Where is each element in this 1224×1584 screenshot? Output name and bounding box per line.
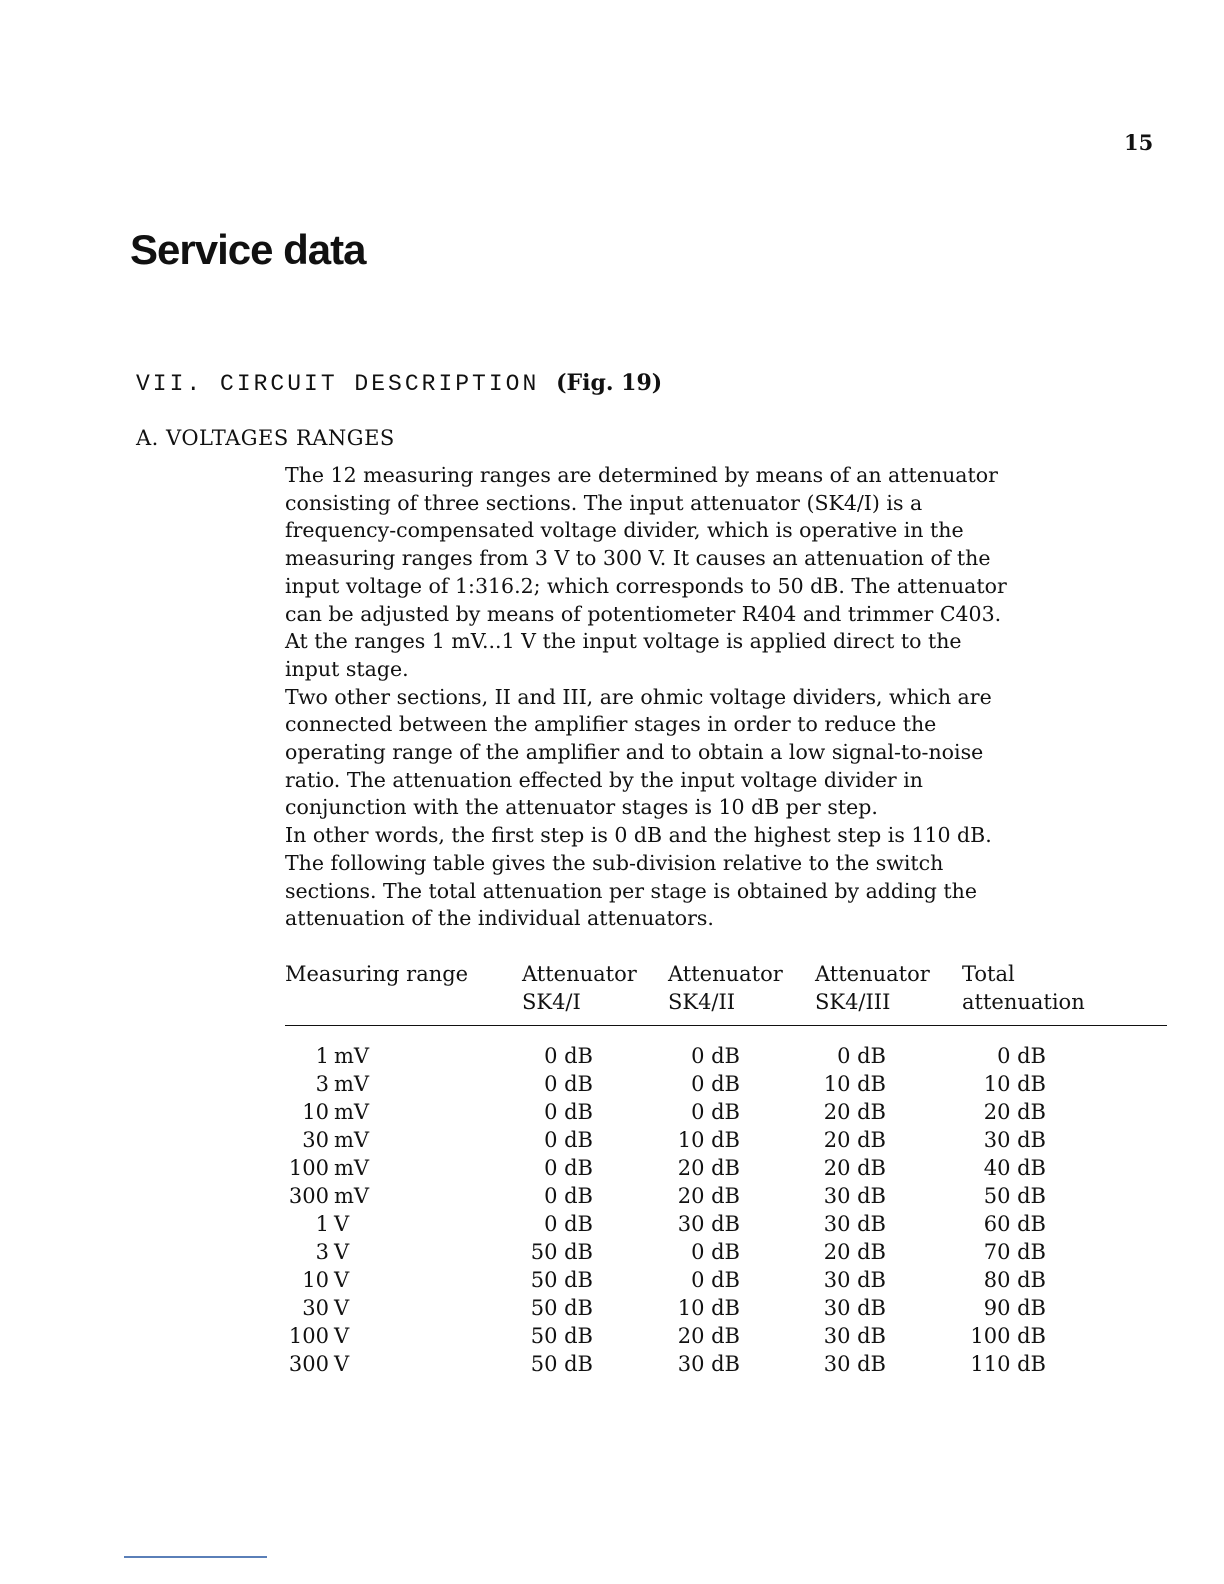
range-value: 1 (315, 1212, 329, 1236)
body-line: consisting of three sections. The input attenuator (SK4/I) is a (285, 490, 923, 515)
header-attenuator-2 (668, 960, 783, 1016)
figure-reference: (Fig. 19) (556, 370, 663, 396)
total-attenuation-value: 40 dB (983, 1156, 1046, 1180)
attenuator-3-value: 30 dB (823, 1212, 886, 1236)
body-line: sections. The total attenuation per stage is obtained by adding the (285, 878, 978, 903)
header-total-label: Total (962, 962, 1015, 986)
body-line: input voltage of 1:316.2; which corresponds to 50 dB. The attenuator (285, 573, 1007, 598)
range-unit: mV (334, 1156, 370, 1180)
table-row (0, 1322, 1224, 1350)
body-line: operating range of the amplifier and to obtain a low signal-to-noise (285, 740, 984, 765)
table-row (0, 1350, 1224, 1378)
attenuator-2-value: 30 dB (677, 1212, 740, 1236)
header-attenuator-3-id: SK4/III (815, 990, 891, 1014)
total-attenuation-value: 100 dB (970, 1324, 1046, 1348)
header-total-sub: attenuation (962, 990, 1085, 1014)
chapter-title-text: VII. CIRCUIT DESCRIPTION (136, 371, 540, 397)
attenuator-2-value: 20 dB (677, 1324, 740, 1348)
attenuator-1-value: 50 dB (530, 1268, 593, 1292)
body-line: The 12 measuring ranges are determined by means of an attenuator (285, 463, 998, 487)
range-value: 3 (315, 1240, 329, 1264)
range-unit: V (334, 1212, 350, 1236)
body-line: The following table gives the sub-division relative to the switch (285, 850, 944, 875)
attenuator-3-value: 30 dB (823, 1296, 886, 1320)
attenuator-1-value: 0 dB (544, 1212, 593, 1236)
total-attenuation-value: 110 dB (970, 1352, 1046, 1376)
total-attenuation-value: 30 dB (983, 1128, 1046, 1152)
body-line: input stage. (285, 656, 409, 681)
range-unit: V (334, 1352, 350, 1376)
body-line: In other words, the first step is 0 dB and the highest step is 110 dB. (285, 823, 992, 848)
range-value: 10 (302, 1268, 329, 1292)
table-row (0, 1126, 1224, 1154)
header-attenuator-1-id: SK4/I (522, 990, 581, 1014)
range-value: 300 (288, 1184, 329, 1208)
page-heading: Service data (130, 226, 366, 273)
range-unit: mV (334, 1128, 370, 1152)
range-unit: mV (334, 1044, 370, 1068)
attenuator-1-value: 50 dB (530, 1240, 593, 1264)
attenuator-1-value: 50 dB (530, 1296, 593, 1320)
chapter-title (136, 370, 662, 397)
body-line: measuring ranges from 3 V to 300 V. It causes an attenuation of the (285, 546, 991, 571)
total-attenuation-value: 90 dB (983, 1296, 1046, 1320)
header-attenuator-3 (815, 960, 930, 1016)
attenuator-3-value: 30 dB (823, 1352, 886, 1376)
attenuator-1-value: 0 dB (544, 1156, 593, 1180)
table-row (0, 1238, 1224, 1266)
table-row (0, 1098, 1224, 1126)
range-unit: mV (334, 1184, 370, 1208)
table-row (0, 1182, 1224, 1210)
total-attenuation-value: 0 dB (997, 1044, 1046, 1068)
attenuator-2-value: 0 dB (691, 1240, 740, 1264)
table-row (0, 1266, 1224, 1294)
body-line: attenuation of the individual attenuators. (285, 906, 714, 931)
header-attenuator-1 (522, 960, 637, 1016)
header-attenuator-2-label: Attenuator (668, 962, 783, 986)
total-attenuation-value: 50 dB (983, 1184, 1046, 1208)
range-value: 300 (288, 1352, 329, 1376)
attenuator-3-value: 30 dB (823, 1268, 886, 1292)
attenuator-2-value: 0 dB (691, 1100, 740, 1124)
range-value: 1 (315, 1044, 329, 1068)
section-title: A. VOLTAGES RANGES (136, 426, 395, 450)
header-measuring-range: Measuring range (285, 962, 469, 986)
attenuator-1-value: 50 dB (530, 1324, 593, 1348)
attenuator-2-value: 20 dB (677, 1184, 740, 1208)
table-divider (285, 1025, 1167, 1026)
range-unit: V (334, 1240, 350, 1264)
table-row (0, 1042, 1224, 1070)
range-unit: mV (334, 1072, 370, 1096)
attenuator-3-value: 20 dB (823, 1128, 886, 1152)
body-line: connected between the amplifier stages in order to reduce the (285, 712, 937, 737)
body-line: can be adjusted by means of potentiometer R404 and trimmer C403. (285, 601, 1002, 626)
table-header (0, 960, 1224, 1020)
attenuator-1-value: 0 dB (544, 1128, 593, 1152)
header-total (962, 960, 1085, 1016)
attenuator-2-value: 0 dB (691, 1044, 740, 1068)
footer-rule (124, 1556, 267, 1558)
page-number: 15 (1124, 130, 1154, 155)
attenuator-3-value: 20 dB (823, 1100, 886, 1124)
header-attenuator-3-label: Attenuator (815, 962, 930, 986)
table-row (0, 1294, 1224, 1322)
attenuator-3-value: 0 dB (837, 1044, 886, 1068)
attenuator-3-value: 30 dB (823, 1324, 886, 1348)
body-line: Two other sections, II and III, are ohmic voltage dividers, which are (285, 684, 992, 709)
attenuator-3-value: 30 dB (823, 1184, 886, 1208)
range-value: 3 (315, 1072, 329, 1096)
total-attenuation-value: 80 dB (983, 1268, 1046, 1292)
attenuator-2-value: 0 dB (691, 1268, 740, 1292)
body-line: frequency-compensated voltage divider, which is operative in the (285, 518, 964, 543)
body-line: At the ranges 1 mV...1 V the input voltage is applied direct to the (285, 629, 962, 654)
attenuator-2-value: 10 dB (677, 1296, 740, 1320)
range-unit: V (334, 1296, 350, 1320)
body-line: conjunction with the attenuator stages is 10 dB per step. (285, 795, 878, 820)
attenuator-3-value: 20 dB (823, 1240, 886, 1264)
range-value: 100 (288, 1156, 329, 1180)
total-attenuation-value: 70 dB (983, 1240, 1046, 1264)
attenuator-3-value: 10 dB (823, 1072, 886, 1096)
range-value: 100 (288, 1324, 329, 1348)
header-attenuator-2-id: SK4/II (668, 990, 736, 1014)
body-paragraph (285, 462, 1155, 933)
attenuator-2-value: 30 dB (677, 1352, 740, 1376)
range-unit: V (334, 1268, 350, 1292)
header-attenuator-1-label: Attenuator (522, 962, 637, 986)
attenuator-1-value: 0 dB (544, 1184, 593, 1208)
body-line: ratio. The attenuation effected by the input voltage divider in (285, 767, 923, 792)
attenuator-1-value: 0 dB (544, 1100, 593, 1124)
range-value: 30 (302, 1128, 329, 1152)
attenuator-2-value: 0 dB (691, 1072, 740, 1096)
attenuator-2-value: 10 dB (677, 1128, 740, 1152)
table-row (0, 1154, 1224, 1182)
total-attenuation-value: 10 dB (983, 1072, 1046, 1096)
attenuator-1-value: 0 dB (544, 1044, 593, 1068)
range-unit: V (334, 1324, 350, 1348)
total-attenuation-value: 60 dB (983, 1212, 1046, 1236)
attenuator-1-value: 50 dB (530, 1352, 593, 1376)
range-value: 10 (302, 1100, 329, 1124)
attenuator-3-value: 20 dB (823, 1156, 886, 1180)
range-unit: mV (334, 1100, 370, 1124)
range-value: 30 (302, 1296, 329, 1320)
attenuator-2-value: 20 dB (677, 1156, 740, 1180)
table-row (0, 1070, 1224, 1098)
table-body (0, 1042, 1224, 1378)
attenuator-1-value: 0 dB (544, 1072, 593, 1096)
total-attenuation-value: 20 dB (983, 1100, 1046, 1124)
table-row (0, 1210, 1224, 1238)
